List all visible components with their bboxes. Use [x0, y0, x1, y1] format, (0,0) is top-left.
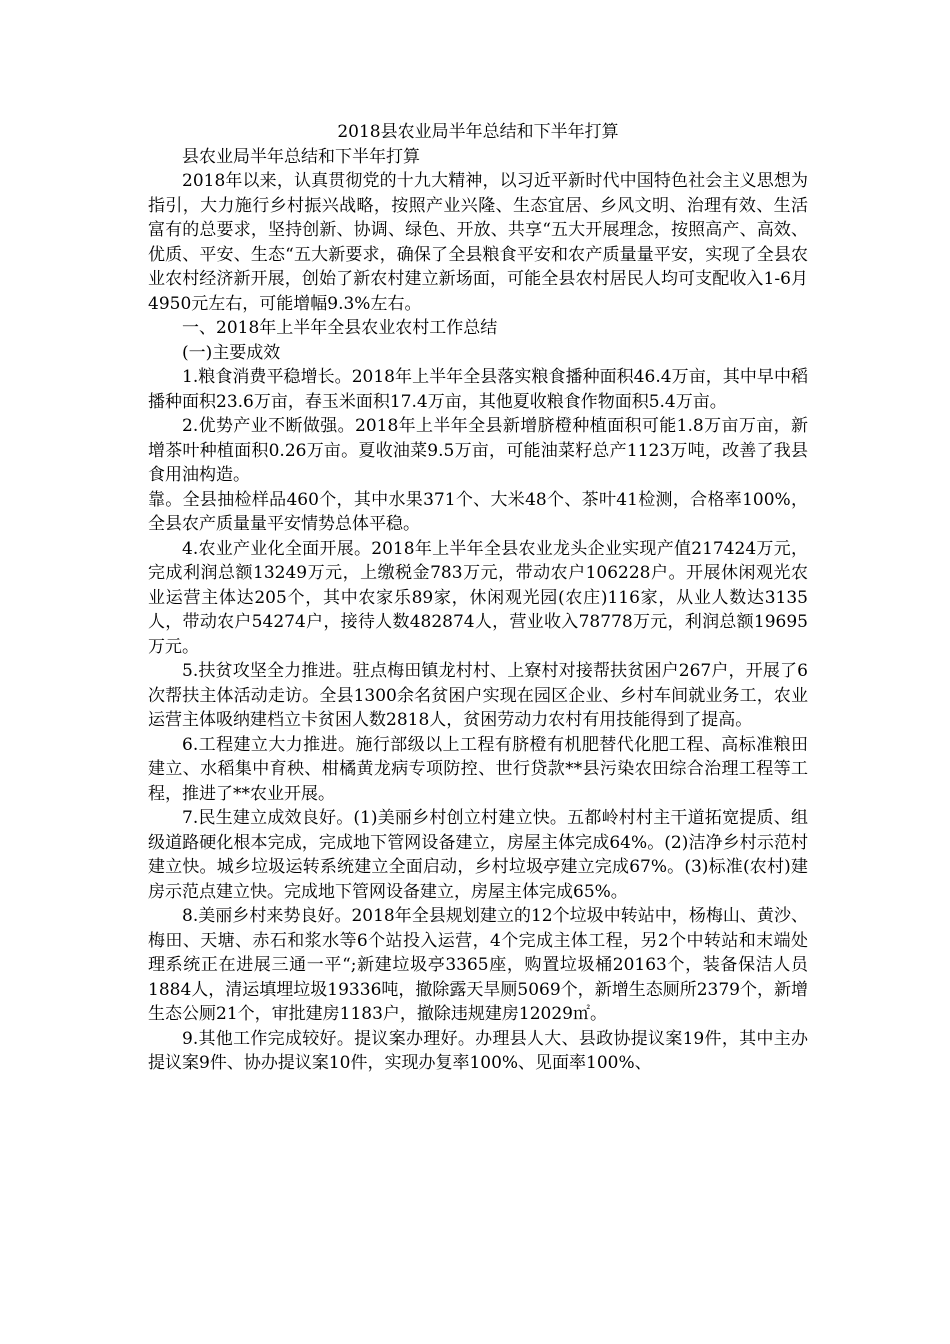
paragraph-item-6: 6.工程建立大力推进。施行部级以上工程有脐橙有机肥替代化肥工程、高标准粮田建立、水稻集中育秧、柑橘黄龙病专项防控、世行贷款**县污染农田综合治理工程等工程，推进了**农业开展。	[148, 734, 808, 804]
document-subtitle: 县农业局半年总结和下半年打算	[182, 146, 420, 167]
paragraph-item-8: 8.美丽乡村来势良好。2018年全县规划建立的12个垃圾中转站中，杨梅山、黄沙、梅田、天塘、赤石和浆水等6个站投入运营，4个完成主体工程，另2个中转站和末端处理系统正在进展三通一平“;新建垃圾亭3365座，购置垃圾桶20163个，装备保洁人员1884人，清运填埋垃圾19336吨，撤除露天旱厕5069个，新增生态厕所2379个，新增生态公厕21个，审批建房1183户，撤除违规建房12029㎡。	[148, 906, 808, 1024]
paragraph-item-1: 1.粮食消费平稳增长。2018年上半年全县落实粮食播种面积46.4万亩，其中早中稻播种面积23.6万亩，春玉米面积17.4万亩，其他夏收粮食作物面积5.4万亩。	[148, 367, 808, 412]
paragraph-intro: 2018年以来，认真贯彻党的十九大精神，以习近平新时代中国特色社会主义思想为指引，大力施行乡村振兴战略，按照产业兴隆、生态宜居、乡风文明、治理有效、生活富有的总要求，坚持创新、协调、绿色、开放、共享“五大开展理念，按照高产、高效、优质、平安、生态“五大新要求，确保了全县粮食平安和农产质量量平安，实现了全县农业农村经济新开展，创始了新农村建立新场面，可能全县农村居民人均可支配收入1-6月4950元左右，可能增幅9.3%左右。	[148, 171, 808, 314]
subsection-heading-1: (一)主要成效	[182, 342, 281, 363]
paragraph-item-3-fragment: 靠。全县抽检样品460个，其中水果371个、大米48个、茶叶41检测，合格率100%，全县农产质量量平安情势总体平稳。	[148, 489, 808, 534]
paragraph-item-9: 9.其他工作完成较好。提议案办理好。办理县人大、县政协提议案19件，其中主办提议案9件、协办提议案10件，实现办复率100%、见面率100%、	[148, 1028, 808, 1073]
paragraph-item-5: 5.扶贫攻坚全力推进。驻点梅田镇龙村村、上寮村对接帮扶贫困户267户，开展了6次帮扶主体活动走访。全县1300余名贫困户实现在园区企业、乡村车间就业务工，农业运营主体吸纳建档立卡贫困人数2818人，贫困劳动力农村有用技能得到了提高。	[148, 661, 808, 730]
document-title: 2018县农业局半年总结和下半年打算	[337, 122, 619, 142]
paragraph-item-7: 7.民生建立成效良好。(1)美丽乡村创立村建立快。五都岭村村主干道拓宽提质、组级道路硬化根本完成，完成地下管网设备建立，房屋主体完成64%。(2)洁净乡村示范村建立快。城乡垃圾运转系统建立全面启动，乡村垃圾亭建立完成67%。(3)标准(农村)建房示范点建立快。完成地下管网设备建立，房屋主体完成65%。	[148, 808, 808, 902]
paragraph-item-2: 2.优势产业不断做强。2018年上半年全县新增脐橙种植面积可能1.8万亩万亩，新增茶叶种植面积0.26万亩。夏收油菜9.5万亩，可能油菜籽总产1123万吨，改善了我县食用油构造。	[148, 416, 808, 485]
section-heading-1: 一、2018年上半年全县农业农村工作总结	[182, 318, 498, 338]
paragraph-item-4: 4.农业产业化全面开展。2018年上半年全县农业龙头企业实现产值217424万元，完成利润总额13249万元，上缴税金783万元，带动农户106228户。开展休闲观光农业运营主体达205个，其中农家乐89家，休闲观光园(农庄)116家，从业人数达3135人，带动农户54274户，接待人数482874人，营业收入78778万元，利润总额19695万元。	[148, 538, 808, 657]
document-page	[148, 120, 808, 1076]
